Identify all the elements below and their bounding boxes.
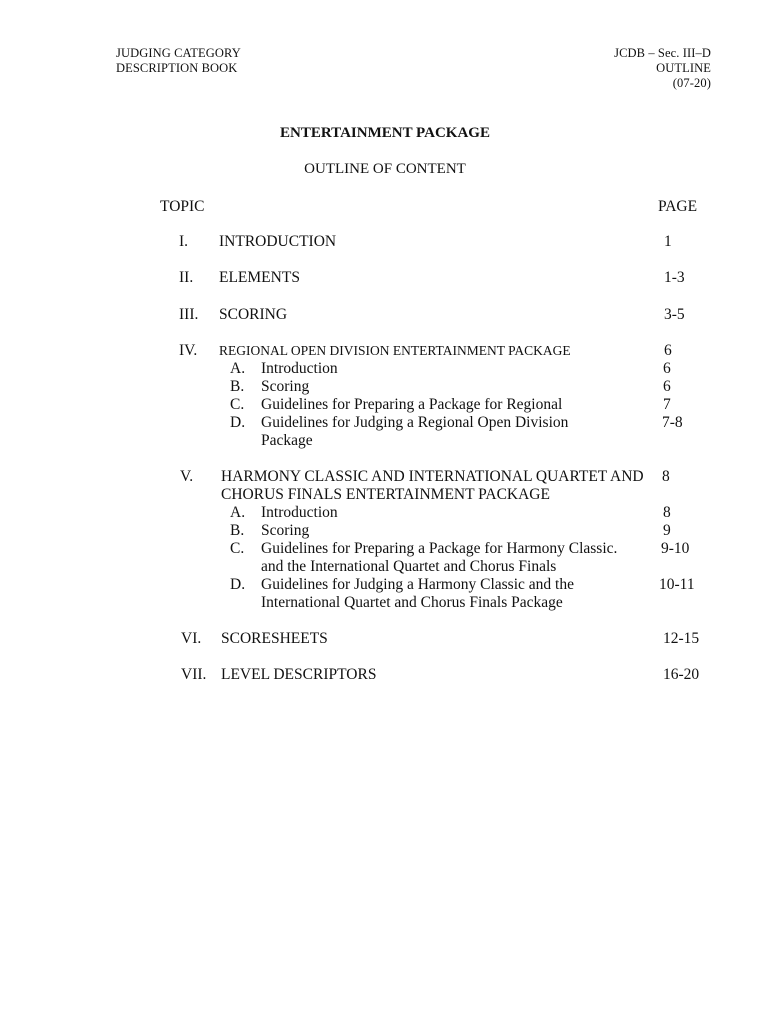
toc-entry-number: III. xyxy=(179,306,199,323)
toc-subentry-text: Introduction xyxy=(261,504,338,521)
toc-entry-page: 6 xyxy=(664,342,672,359)
toc-entry-page: 1 xyxy=(664,233,672,250)
toc-subentry-text: Package xyxy=(261,432,313,449)
toc-entry-label: HARMONY CLASSIC AND INTERNATIONAL QUARTET AND xyxy=(221,468,644,485)
toc-subentry-text: Guidelines for Preparing a Package for Regional xyxy=(261,396,563,413)
header-left xyxy=(116,46,241,76)
toc-subentry-text: Scoring xyxy=(261,522,310,539)
header-right xyxy=(614,46,711,91)
toc-subentry-text: International Quartet and Chorus Finals Package xyxy=(261,594,563,611)
toc-subentry-page: 10-11 xyxy=(659,576,695,593)
toc-entry-label: ELEMENTS xyxy=(219,269,300,286)
toc-subentry-page: 7 xyxy=(663,396,671,413)
toc-subentry-text: Introduction xyxy=(261,360,338,377)
toc-subentry-page: 6 xyxy=(663,360,671,377)
toc-subentry-letter: A. xyxy=(230,360,246,377)
toc-entry-page: 16-20 xyxy=(663,666,700,683)
header-date: (07-20) xyxy=(672,76,711,90)
page-subtitle: OUTLINE OF CONTENT xyxy=(304,161,466,177)
header-category: JUDGING CATEGORY xyxy=(116,46,241,60)
toc-subentry-page: 9 xyxy=(663,522,671,539)
toc-subentry-page: 6 xyxy=(663,378,671,395)
topic-column-header: TOPIC xyxy=(160,198,205,215)
toc-entry-label: LEVEL DESCRIPTORS xyxy=(221,666,377,683)
toc-subentry-letter: D. xyxy=(230,576,246,593)
toc-subentry-text: Guidelines for Preparing a Package for Harmony Classic. xyxy=(261,540,618,557)
toc-subentry-letter: B. xyxy=(230,378,245,395)
toc-entry-label: INTRODUCTION xyxy=(219,233,337,250)
toc-entry-number: V. xyxy=(180,468,194,485)
toc-subentry-page: 9-10 xyxy=(661,540,690,557)
page-title: ENTERTAINMENT PACKAGE xyxy=(280,125,490,141)
toc-entry-number: II. xyxy=(179,269,194,286)
toc-subentry-letter: B. xyxy=(230,522,245,539)
toc-subentry-letter: A. xyxy=(230,504,246,521)
header-book: DESCRIPTION BOOK xyxy=(116,61,238,75)
toc-subentry-letter: D. xyxy=(230,414,246,431)
toc-entry-label: REGIONAL OPEN DIVISION ENTERTAINMENT PACKAGE xyxy=(219,343,571,358)
toc-subentry-text: Scoring xyxy=(261,378,310,395)
toc-entry-number: I. xyxy=(179,233,189,250)
toc-entry-number: VII. xyxy=(181,666,207,683)
toc-entry-label: SCORING xyxy=(219,306,288,323)
toc-subentry-letter: C. xyxy=(230,396,245,413)
toc-subentry-text: and the International Quartet and Chorus Finals xyxy=(261,558,557,575)
toc-entry-label: SCORESHEETS xyxy=(221,630,328,647)
toc-entry-label: CHORUS FINALS ENTERTAINMENT PACKAGE xyxy=(221,486,550,503)
toc-subentry-letter: C. xyxy=(230,540,245,557)
toc-entry-page: 1-3 xyxy=(664,269,685,286)
toc-entry-number: VI. xyxy=(181,630,202,647)
toc-entry-page: 12-15 xyxy=(663,630,700,647)
page-column-header: PAGE xyxy=(658,198,698,215)
header-section: JCDB – Sec. III–D xyxy=(614,46,711,60)
toc-subentry-text: Guidelines for Judging a Harmony Classic and the xyxy=(261,576,574,593)
toc-entry-page: 3-5 xyxy=(664,306,685,323)
toc-entry-number: IV. xyxy=(179,342,198,359)
toc-entry-page: 8 xyxy=(662,468,670,485)
toc-subentry-page: 7-8 xyxy=(662,414,683,431)
toc-subentry-page: 8 xyxy=(663,504,671,521)
header-outline: OUTLINE xyxy=(656,61,711,75)
toc-subentry-text: Guidelines for Judging a Regional Open Division xyxy=(261,414,569,431)
